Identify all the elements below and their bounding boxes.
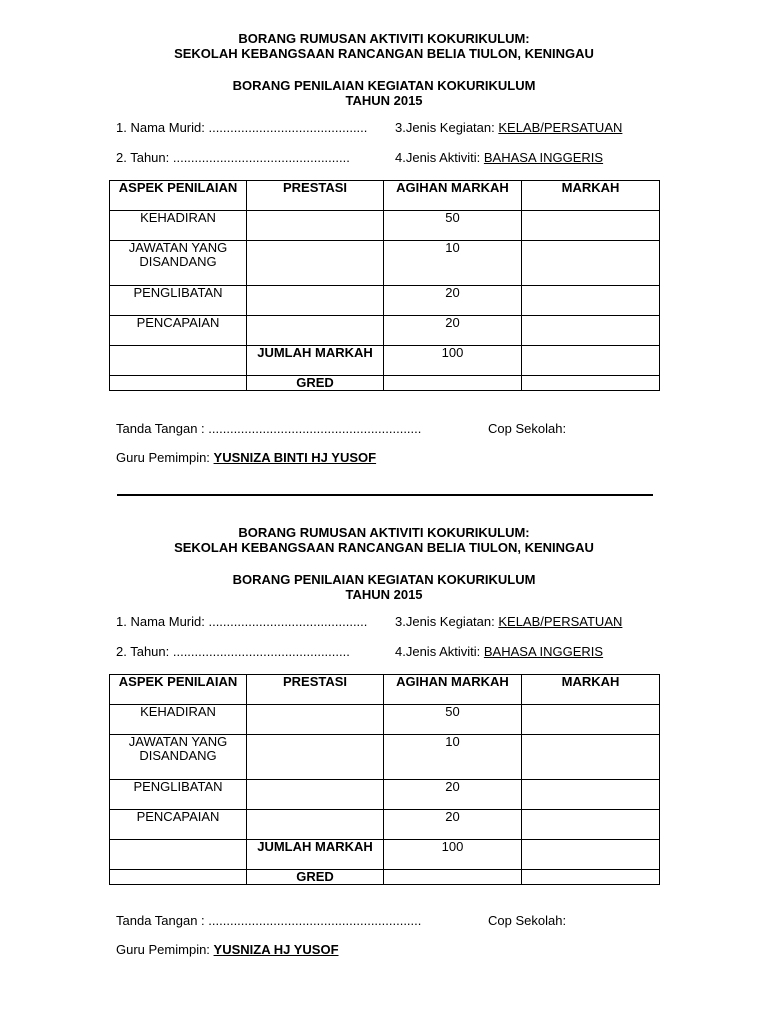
aspek-cell: PENGLIBATAN: [110, 780, 247, 810]
form-year: TAHUN 2015: [345, 587, 423, 602]
jenis-kegiatan-label: 3.Jenis Kegiatan:: [395, 614, 495, 629]
agihan-cell: 20: [384, 286, 522, 316]
info-row-1: [0, 120, 768, 135]
form-title: BORANG RUMUSAN AKTIVITI KOKURIKULUM:: [238, 31, 530, 46]
tahun-field[interactable]: 2. Tahun: .................................................: [116, 644, 350, 659]
guru-pemimpin-label: Guru Pemimpin:: [116, 450, 210, 465]
form-subtitle: BORANG PENILAIAN KEGIATAN KOKURIKULUM: [232, 572, 536, 587]
tahun-field[interactable]: 2. Tahun: .................................................: [116, 150, 350, 165]
jumlah-row: [110, 840, 660, 870]
prestasi-cell[interactable]: [247, 705, 384, 735]
agihan-cell: 10: [384, 241, 522, 286]
empty-cell: [110, 376, 247, 391]
jumlah-label: JUMLAH MARKAH: [247, 840, 384, 870]
markah-cell[interactable]: [522, 705, 660, 735]
assessment-table-1: [109, 180, 660, 391]
table-row: [110, 316, 660, 346]
empty-cell: [110, 840, 247, 870]
guru-pemimpin-name: YUSNIZA BINTI HJ YUSOF: [213, 450, 377, 465]
form-subtitle: BORANG PENILAIAN KEGIATAN KOKURIKULUM: [232, 78, 536, 93]
aspek-cell: JAWATAN YANG DISANDANG: [110, 735, 247, 780]
header-markah: MARKAH: [522, 675, 660, 705]
header-agihan: AGIHAN MARKAH: [384, 181, 522, 211]
guru-pemimpin: [116, 450, 376, 465]
agihan-cell: 20: [384, 316, 522, 346]
info-row-2: [0, 150, 768, 165]
tanda-tangan-field[interactable]: Tanda Tangan : ...........................................................: [116, 913, 422, 928]
empty-cell: [110, 870, 247, 885]
jumlah-value: 100: [384, 346, 522, 376]
markah-cell[interactable]: [522, 780, 660, 810]
markah-cell[interactable]: [522, 810, 660, 840]
nama-murid-field[interactable]: 1. Nama Murid: ............................................: [116, 120, 368, 135]
info-row-1: [0, 614, 768, 629]
jenis-kegiatan: [395, 614, 622, 629]
markah-cell[interactable]: [522, 211, 660, 241]
aspek-cell: PENGLIBATAN: [110, 286, 247, 316]
jenis-aktiviti-value: BAHASA INGGERIS: [483, 150, 604, 165]
prestasi-cell[interactable]: [247, 211, 384, 241]
markah-cell[interactable]: [522, 316, 660, 346]
prestasi-cell[interactable]: [247, 780, 384, 810]
table-row: [110, 211, 660, 241]
prestasi-cell[interactable]: [247, 316, 384, 346]
jumlah-row: [110, 346, 660, 376]
header-prestasi: PRESTASI: [247, 181, 384, 211]
empty-cell: [110, 346, 247, 376]
jumlah-markah-cell[interactable]: [522, 346, 660, 376]
gred-cell[interactable]: [384, 870, 522, 885]
jenis-kegiatan-label: 3.Jenis Kegiatan:: [395, 120, 495, 135]
assessment-form-1: [0, 31, 768, 108]
gred-row: [110, 870, 660, 885]
aspek-cell: PENCAPAIAN: [110, 810, 247, 840]
jenis-aktiviti: [395, 644, 603, 659]
section-divider: [117, 494, 653, 496]
jenis-aktiviti: [395, 150, 603, 165]
header-aspek: ASPEK PENILAIAN: [110, 181, 247, 211]
markah-cell[interactable]: [522, 286, 660, 316]
agihan-cell: 20: [384, 810, 522, 840]
aspek-cell: JAWATAN YANG DISANDANG: [110, 241, 247, 286]
assessment-table-2: [109, 674, 660, 885]
jenis-kegiatan-value: KELAB/PERSATUAN: [498, 614, 623, 629]
cop-sekolah-label: Cop Sekolah:: [488, 913, 567, 928]
aspek-cell: KEHADIRAN: [110, 211, 247, 241]
guru-pemimpin-name: YUSNIZA HJ YUSOF: [213, 942, 339, 957]
header-agihan: AGIHAN MARKAH: [384, 675, 522, 705]
jenis-aktiviti-label: 4.Jenis Aktiviti:: [395, 644, 481, 659]
prestasi-cell[interactable]: [247, 286, 384, 316]
header-aspek: ASPEK PENILAIAN: [110, 675, 247, 705]
markah-cell[interactable]: [522, 241, 660, 286]
agihan-cell: 50: [384, 705, 522, 735]
jenis-aktiviti-value: BAHASA INGGERIS: [483, 644, 604, 659]
agihan-cell: 10: [384, 735, 522, 780]
info-row-2: [0, 644, 768, 659]
gred-row: [110, 376, 660, 391]
nama-murid-field[interactable]: 1. Nama Murid: ............................................: [116, 614, 368, 629]
school-name: SEKOLAH KEBANGSAAN RANCANGAN BELIA TIULON, KENINGAU: [174, 46, 594, 61]
table-row: [110, 286, 660, 316]
jenis-kegiatan: [395, 120, 622, 135]
gred-cell[interactable]: [384, 376, 522, 391]
tanda-tangan-field[interactable]: Tanda Tangan : ...........................................................: [116, 421, 422, 436]
jenis-aktiviti-label: 4.Jenis Aktiviti:: [395, 150, 481, 165]
empty-cell: [522, 870, 660, 885]
form-year: TAHUN 2015: [345, 93, 423, 108]
table-row: [110, 735, 660, 780]
agihan-cell: 20: [384, 780, 522, 810]
gred-label: GRED: [247, 870, 384, 885]
header-markah: MARKAH: [522, 181, 660, 211]
cop-sekolah-label: Cop Sekolah:: [488, 421, 567, 436]
jumlah-label: JUMLAH MARKAH: [247, 346, 384, 376]
table-row: [110, 241, 660, 286]
form-title: BORANG RUMUSAN AKTIVITI KOKURIKULUM:: [238, 525, 530, 540]
markah-cell[interactable]: [522, 735, 660, 780]
guru-pemimpin-label: Guru Pemimpin:: [116, 942, 210, 957]
empty-cell: [522, 376, 660, 391]
guru-pemimpin: [116, 942, 339, 957]
header-prestasi: PRESTASI: [247, 675, 384, 705]
prestasi-cell[interactable]: [247, 735, 384, 780]
prestasi-cell[interactable]: [247, 241, 384, 286]
aspek-cell: KEHADIRAN: [110, 705, 247, 735]
prestasi-cell[interactable]: [247, 810, 384, 840]
school-name: SEKOLAH KEBANGSAAN RANCANGAN BELIA TIULON, KENINGAU: [174, 540, 594, 555]
aspek-cell: PENCAPAIAN: [110, 316, 247, 346]
jenis-kegiatan-value: KELAB/PERSATUAN: [498, 120, 623, 135]
table-row: [110, 705, 660, 735]
assessment-form-2: [0, 525, 768, 602]
jumlah-markah-cell[interactable]: [522, 840, 660, 870]
gred-label: GRED: [247, 376, 384, 391]
table-row: [110, 810, 660, 840]
table-row: [110, 780, 660, 810]
jumlah-value: 100: [384, 840, 522, 870]
agihan-cell: 50: [384, 211, 522, 241]
